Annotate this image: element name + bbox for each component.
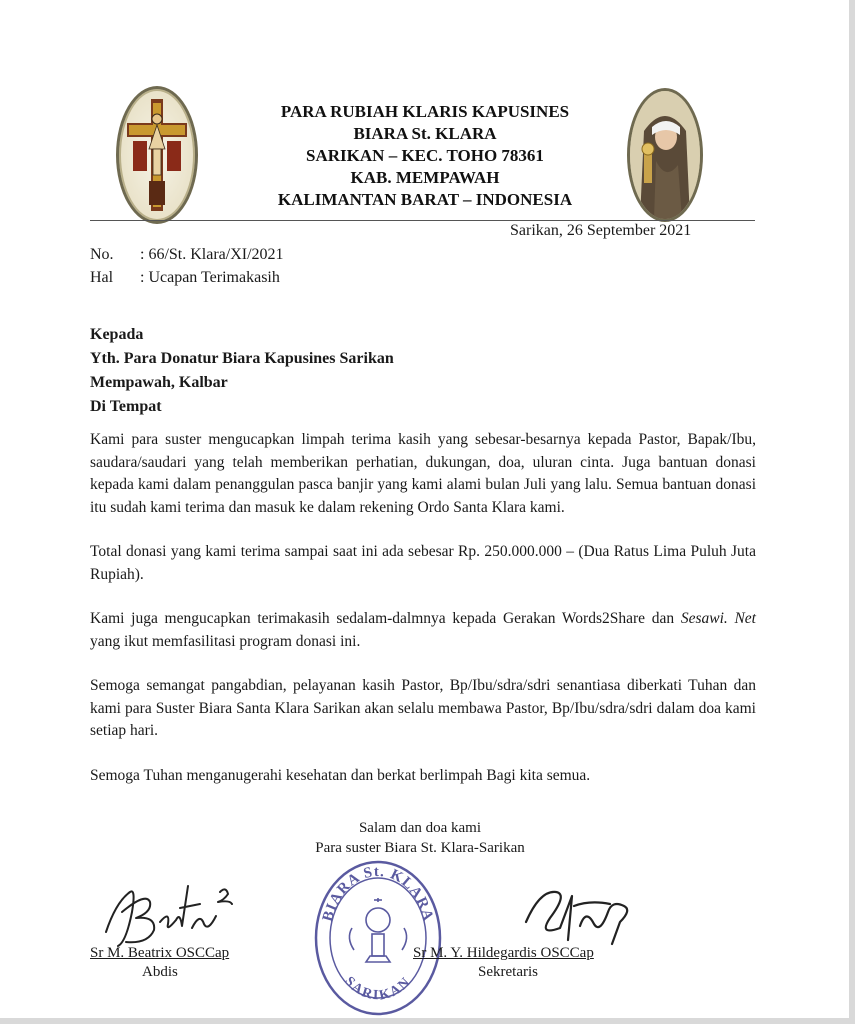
svg-text:SARIKAN — [341, 974, 414, 1004]
letter-date: Sarikan, 26 September 2021 — [510, 222, 692, 239]
closing-line-2: Para suster Biara St. Klara-Sarikan — [315, 840, 525, 856]
monastery-stamp — [312, 858, 444, 1018]
stamp-top-text: BIARA St. KLARA — [319, 863, 437, 924]
closing-block — [300, 818, 540, 858]
letterhead-line-5: KALIMANTAN BARAT – INDONESIA — [277, 190, 573, 209]
meta-number-row — [90, 243, 284, 266]
meta-number-label: No. — [90, 246, 114, 263]
body-paragraph-2: Total donasi yang kami terima sampai saat ini ada sebesar Rp. 250.000.000 – (Dua Ratus Lima Puluh Juta Rupiah). — [90, 543, 756, 583]
signatory-1-name: Sr M. Beatrix OSCCap — [90, 945, 230, 961]
letterhead-line-3: SARIKAN – KEC. TOHO 78361 — [306, 146, 544, 165]
sekretaris-signature — [520, 878, 640, 948]
addressee-line-2: Yth. Para Donatur Biara Kapusines Sarikan — [90, 350, 394, 367]
letterhead-line-4: KAB. MEMPAWAH — [350, 168, 500, 187]
meta-subject-value: : Ucapan Terimakasih — [140, 269, 280, 286]
closing-line-1: Salam dan doa kami — [358, 820, 482, 836]
svg-text:BIARA St. KLARA — [320, 864, 436, 923]
meta-number-value: : 66/St. Klara/XI/2021 — [140, 246, 284, 263]
body-paragraph-4: Semoga semangat pangabdian, pelayanan kasih Pastor, Bp/Ibu/sdra/sdri senantiasa diberkati Tuhan dan kami para Suster Biara Santa Klara Sarikan akan selalu membawa Pastor, Bp/Ibu/sdra/sdri dalam doa kami setiap hari. — [90, 677, 756, 739]
meta-subject-row — [90, 266, 284, 289]
letterhead — [230, 101, 620, 211]
letter-meta — [90, 243, 284, 289]
addressee-line-4: Di Tempat — [90, 398, 162, 415]
letterhead-line-1: PARA RUBIAH KLARIS KAPUSINES — [280, 102, 570, 121]
body-paragraph-1: Kami para suster mengucapkan limpah terima kasih yang sebesar-besarnya kepada Pastor, Bapak/Ibu, saudara/saudari yang telah memberikan perhatian, dukungan, doa, uluran cinta. Juga bantuan donasi kepada kami dalam penanggulan pasca banjir yang kami alami bulan Juli yang lalu. Semua bantuan donasi itu sudah kami terima dan masuk ke dalam rekening Ordo Santa Klara kami. — [90, 431, 756, 516]
addressee-line-1: Kepada — [90, 326, 144, 343]
body-paragraph-3 — [90, 608, 756, 653]
letter-body — [90, 429, 756, 809]
body-paragraph-3-part-2: yang ikut memfasilitasi program donasi ini. — [90, 632, 361, 650]
body-paragraph-3-part-1: Kami juga mengucapkan terimakasih sedalam-dalmnya kepada Gerakan Words2Share dan — [90, 610, 681, 627]
stamp-bottom-text: SARIKAN — [341, 974, 415, 1004]
addressee-line-3: Mempawah, Kalbar — [90, 374, 228, 391]
sesawi-net-text: Sesawi. Net — [680, 610, 756, 627]
monstrance-icon — [349, 898, 406, 962]
body-paragraph-5: Semoga Tuhan menganugerahi kesehatan dan berkat berlimpah Bagi kita semua. — [90, 766, 591, 784]
meta-subject-label: Hal — [90, 269, 114, 286]
signatory-2-role: Sekretaris — [478, 964, 538, 980]
header-divider — [90, 220, 755, 221]
letterhead-line-2: BIARA St. KLARA — [353, 124, 497, 143]
abdis-signature — [96, 872, 246, 950]
signatory-1-role: Abdis — [142, 964, 178, 980]
signatory-2-name: Sr M. Y. Hildegardis OSCCap — [413, 945, 594, 961]
addressee-block — [90, 323, 394, 419]
saint-clare-portrait-image — [627, 88, 703, 222]
cross-emblem-image — [116, 86, 198, 224]
